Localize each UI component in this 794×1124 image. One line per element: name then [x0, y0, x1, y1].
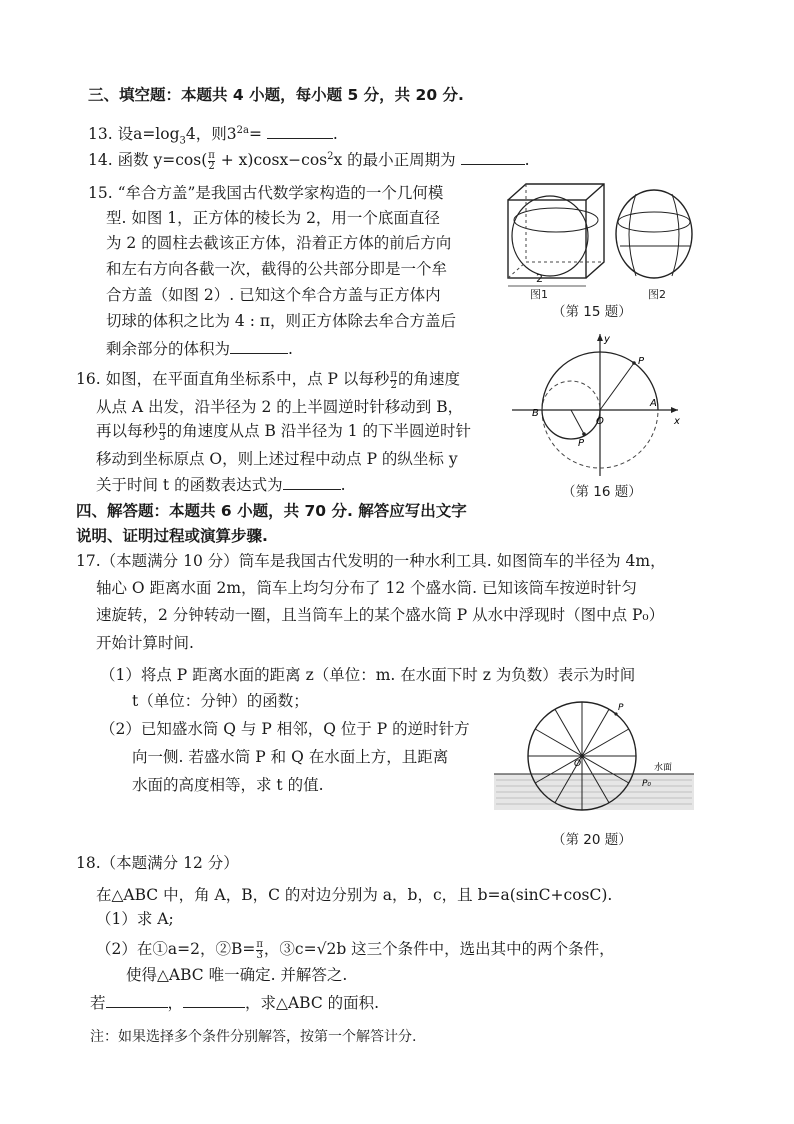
q15-figure-2-mouhefanggai: [612, 186, 698, 282]
q18-condition-blank-1[interactable]: [106, 993, 168, 1008]
q18-part2-post: ，③c=√2b 这三个条件中，选出其中的两个条件，: [263, 940, 615, 958]
q17-fig-water-label: 水面: [654, 763, 673, 773]
q15-line-2: 型. 如图 1，正方体的棱长为 2，用一个底面直径: [106, 209, 440, 227]
q17-line-4: 开始计算时间.: [96, 634, 194, 652]
q18-part1: （1）求 A;: [96, 910, 174, 928]
q16-fig-x-label: x: [674, 416, 680, 427]
q16-line-1-post: 的角速度: [397, 370, 460, 388]
q15-answer-blank[interactable]: [230, 339, 288, 354]
q17-line-3: 速旋转，2 分钟转动一圈，且当筒车上的某个盛水筒 P 从水中浮现时（图中点 P₀）: [96, 606, 665, 624]
q14-exponent: 2: [327, 151, 334, 162]
question-14: 14. 函数 y=cos( $\frac{\pi}{2}$ + $x)\cos x-\cos^2x$ 的最小正周期为 .: [88, 149, 530, 172]
q16-line-1: [76, 368, 460, 391]
q16-line-4: 移动到坐标原点 O，则上述过程中动点 P 的纵坐标 y: [96, 450, 458, 468]
q13-text-post: =: [248, 125, 262, 144]
q15-figure-1-cube: [500, 180, 610, 300]
q18-ask-post: ，求△ABC 的面积.: [245, 994, 380, 1012]
section4-header-line-2: 说明、证明过程或演算步骤.: [76, 527, 268, 545]
section4-header-line-1: 四、解答题：本题共 6 小题，共 70 分. 解答应写出文字: [76, 502, 467, 520]
q15-fig2-label: 图2: [648, 288, 666, 301]
q16-answer-blank[interactable]: [283, 475, 341, 490]
q16-fraction-2: $\frac{\pi}{3}$: [159, 420, 166, 443]
q18-part2-text: （2）在①a=2，②B=: [96, 940, 256, 958]
question-13: 13. 设$a=\log_34$，则$3^{2a}=$ .: [88, 125, 338, 147]
q16-line-5-text: 关于时间 t 的函数表达式为: [96, 476, 283, 494]
q18-part2-line-2: 使得△ABC 唯一确定. 并解答之.: [126, 966, 348, 984]
q17-fig-P0-label: P₀: [642, 779, 652, 789]
q13-answer-blank[interactable]: [267, 124, 333, 139]
q17-part1-line-2: t（单位：分钟）的函数；: [132, 692, 309, 710]
q14-text-post: x 的最小正周期为: [333, 151, 456, 170]
q16-fig-B-label: B: [532, 408, 539, 419]
q15-line-3: 为 2 的圆柱去截该正方体，沿着正方体的前后方向: [106, 234, 452, 252]
q16-line-5: 关于时间 t 的函数表达式为 .: [96, 476, 346, 494]
section3-header: 三、填空题：本题共 4 小题，每小题 5 分，共 20 分.: [88, 86, 464, 104]
q15-line-4: 和左右方向各截一次，截得的公共部分即是一个牟: [106, 260, 448, 278]
q18-ask-mid: ，: [167, 994, 184, 1012]
q13-text-mid: 4，则3: [185, 125, 237, 144]
q17-caption: （第 20 题）: [552, 832, 632, 848]
q15-line-1: 15. “牟合方盖”是我国古代数学家构造的一个几何模: [88, 184, 444, 202]
q18-stem: 在△ABC 中，角 A，B，C 的对边分别为 a，b，c，且 b=a(sinC+cosC).: [96, 886, 613, 904]
q14-text-mid: + x)cosx−cos: [215, 151, 328, 170]
q16-fig-O-label: O: [596, 416, 604, 427]
q16-caption: （第 16 题）: [562, 484, 642, 500]
q18-fraction: $\frac{\pi}{3}$: [256, 938, 263, 961]
q14-fraction: $\frac{\pi}{2}$: [208, 149, 215, 172]
q16-line-3-text: 再以每秒: [96, 422, 159, 440]
q13-exponent: 2a: [236, 125, 249, 136]
q17-line-1: 17.（本题满分 10 分）筒车是我国古代发明的一种水利工具. 如图筒车的半径为 4m，: [76, 552, 666, 570]
q14-text: 14. 函数 y=cos(: [88, 151, 208, 170]
q13-log-base: 3: [179, 135, 186, 147]
q15-line-7-text: 剩余部分的体积为: [106, 340, 231, 358]
q18-note: 注：如果选择多个条件分别解答，按第一个解答计分.: [90, 1029, 417, 1045]
q16-line-1-text: 16. 如图，在平面直角坐标系中，点 P 以每秒: [76, 370, 390, 388]
q17-fig-O-label: O: [574, 759, 582, 769]
q17-part2-line-3: 水面的高度相等，求 t 的值.: [132, 776, 324, 794]
q17-line-2: 轴心 O 距离水面 2m，筒车上均匀分布了 12 个盛水筒. 已知该筒车按逆时针匀: [96, 579, 637, 597]
q14-answer-blank[interactable]: [461, 150, 525, 165]
q15-fig1-label: 图1: [530, 288, 548, 301]
q16-figure-coordinate-circles: [512, 328, 684, 478]
q17-fig-P-label: P: [618, 703, 624, 713]
q16-line-3: [96, 420, 471, 443]
q16-fig-P-label: P: [638, 356, 645, 367]
q16-fig-P2-label: P: [578, 438, 585, 449]
q15-line-7: 剩余部分的体积为 .: [106, 340, 293, 358]
q15-caption: （第 15 题）: [552, 304, 632, 320]
q13-text: 13. 设a=log: [88, 125, 180, 144]
q18-condition-blank-2[interactable]: [183, 993, 245, 1008]
q17-part2-line-1: （2）已知盛水筒 Q 与 P 相邻，Q 位于 P 的逆时针方: [100, 720, 470, 738]
q17-figure-waterwheel: [494, 692, 694, 822]
q15-fig1-dimension: 2: [536, 272, 543, 285]
q18-title: 18.（本题满分 12 分）: [76, 854, 239, 872]
q18-ask-pre: 若: [90, 994, 106, 1012]
q16-fig-A-label: A: [650, 398, 657, 409]
q18-part2-line-1: [96, 938, 615, 961]
q17-part2-line-2: 向一侧. 若盛水筒 P 和 Q 在水面上方，且距离: [132, 748, 449, 766]
q16-fraction-1: $\frac{\pi}{2}$: [390, 368, 397, 391]
q16-fig-y-label: y: [604, 334, 610, 345]
q16-line-2: 从点 A 出发，沿半径为 2 的上半圆逆时针移动到 B，: [96, 398, 464, 416]
q15-line-5: 合方盖（如图 2）. 已知这个牟合方盖与正方体内: [106, 286, 441, 304]
q18-ask: [90, 992, 379, 1014]
q15-line-6: 切球的体积之比为 4 : π，则正方体除去牟合方盖后: [106, 312, 457, 330]
q17-part1-line-1: （1）将点 P 距离水面的距离 z（单位：m. 在水面下时 z 为负数）表示为时间: [100, 666, 636, 684]
q16-line-3-post: 的角速度从点 B 沿半径为 1 的下半圆逆时针: [166, 422, 472, 440]
